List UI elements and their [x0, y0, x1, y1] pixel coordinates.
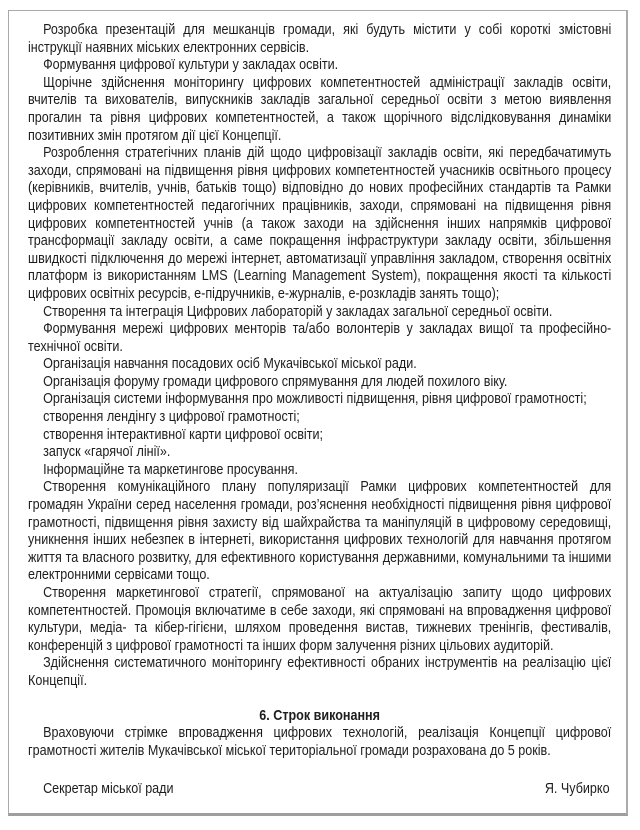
paragraph: Формування цифрової культури у закладах освіти.	[43, 56, 339, 74]
paragraph: Організація системи інформування про можливості підвищення, рівня цифрової грамотності;	[43, 390, 587, 408]
document-page	[8, 10, 628, 816]
signature-row	[28, 780, 611, 798]
text-block	[28, 21, 611, 798]
paragraph: запуск «гарячої лінії».	[43, 443, 171, 461]
paragraph: Щорічне здійснення моніторингу цифрових компетентностей адміністрації закладів освіти, вчителів та вихователів, випускників закладів загальної середньої освіти з метою виявлення прогалин та рівня цифрових компетентностей, а також щорічного відслідковування динаміки позитивних змін протягом дії цієї Концепції.	[28, 73, 612, 144]
section-paragraph: Враховуючи стрімке впровадження цифрових технологій, реалізація Концепції цифрової грамотності жителів Мукачівської міської територіальної громади розрахована до 5 років.	[28, 724, 612, 759]
signature-title: Секретар міської ради	[43, 780, 174, 798]
paragraph: Здійснення систематичного моніторингу ефективності обраних інструментів на реалізацію цієї Концепції.	[28, 654, 612, 689]
signature-name: Я. Чубирко	[544, 780, 610, 798]
paragraph: Створення комунікаційного плану популяризації Рамки цифрових компетентностей для громадян України серед населення громади, роз’яснення необхідності підвищення рівня цифрової грамотності, підвищення рівня захисту від шайхрайства та маніпуляцій в цифровому середовищі, уникнення інших небезпек в інтернеті, використання цифрових технологій для навчання протягом життя та власного розвитку, для ефективного користування державними, комунальними та іншими електронними сервісами тощо.	[28, 478, 612, 584]
paragraph: створення інтерактивної карти цифрової освіти;	[43, 425, 323, 443]
paragraph: Розробка презентацій для мешканців громади, які будуть містити у собі короткі змістовні інструкції наявних міських електронних сервісів.	[28, 21, 612, 56]
section-heading: 6. Строк виконання	[259, 706, 380, 724]
paragraph: створення лендінгу з цифрової грамотності;	[43, 408, 300, 426]
document-content	[9, 11, 626, 798]
paragraph: Створення та інтеграція Цифрових лабораторій у закладах загальної середньої освіти.	[43, 302, 553, 320]
paragraph: Інформаційне та маркетингове просування.	[43, 460, 298, 478]
paragraph: Формування мережі цифрових менторів та/або волонтерів у закладах вищої та професійно-технічної освіти.	[28, 320, 612, 355]
paragraph: Розроблення стратегічних планів дій щодо цифровізації закладів освіти, які передбачатимуть заходи, спрямовані на підвищення рівня цифрових компетентностей учасників освітнього процесу (керівників, вчителів, учнів, батьків тощо) відповідно до нових професійних стандартів та Рамки цифрових компетентностей педагогічних працівників, заходи, спрямовані на підвищення рівня цифрових компетентностей учнів (а також заходи на здійснення інших напрямків цифрової трансформації закладу освіти, а саме покращення інфраструктури закладу освіти, збільшення швидкості підключення до мережі інтернет, автоматизації управління закладом, створення освітніх платформ із використанням LMS (Learning Management System), покращення якості та кількості цифрових освітніх ресурсів, е-підручників, е-журналів, е-розкладів занять тощо);	[28, 144, 612, 302]
paragraph: Організація форуму громади цифрового спрямування для людей похилого віку.	[43, 372, 508, 390]
paragraph: Організація навчання посадових осіб Мукачівської міської ради.	[43, 355, 417, 373]
paragraph: Створення маркетингової стратегії, спрямованої на актуалізацію запиту щодо цифрових компетентностей. Промоція включатиме в себе заходи, які спрямовані на впровадження цифрової культури, медіа- та кібер-гігієни, шляхом проведення вистав, тижневих тренінгів, фестивалів, конференцій з цифрової грамотності та інших форм залучення різних цільових аудиторій.	[28, 584, 612, 654]
